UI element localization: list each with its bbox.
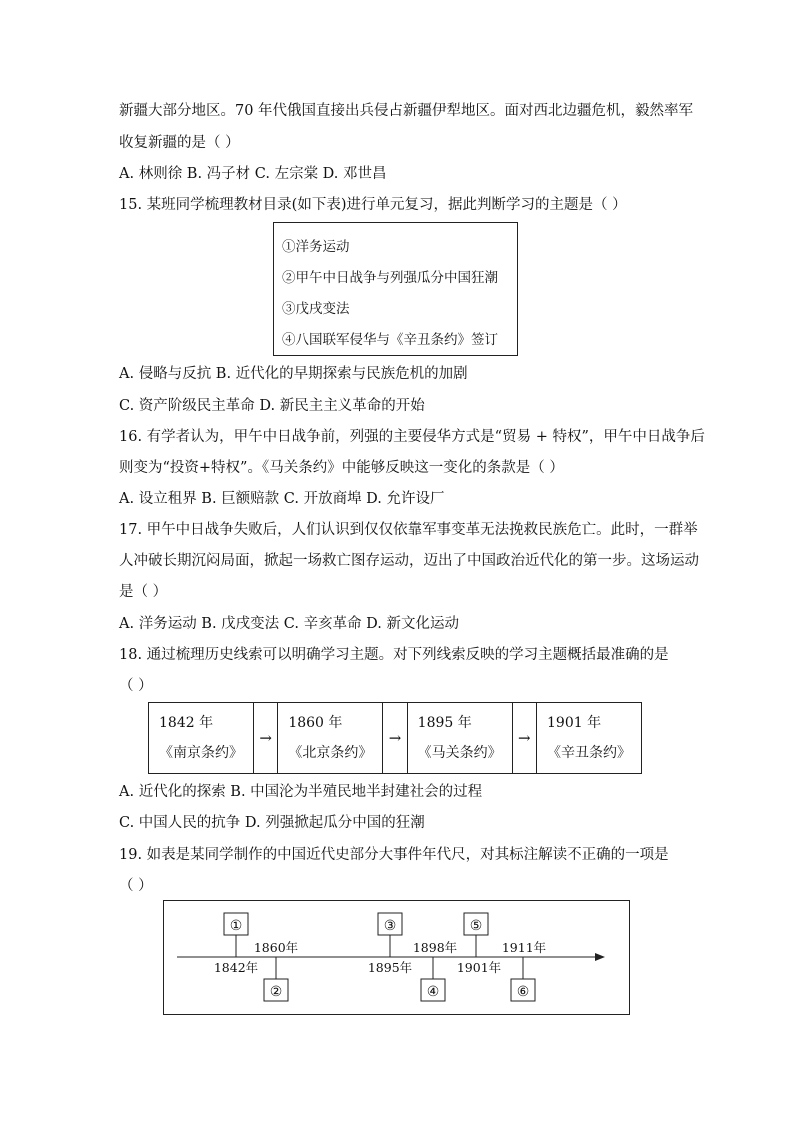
q19-stem-line1: 19. 如表是某同学制作的中国近代史部分大事件年代尺，对其标注解读不正确的一项是 <box>119 847 669 863</box>
year-label: 1842年 <box>213 960 259 975</box>
timeline-cell <box>278 703 383 774</box>
mark-label: ② <box>269 984 283 1000</box>
year-label: 1860年 <box>253 940 299 955</box>
year-label: 1895年 <box>367 960 413 975</box>
timeline-cell <box>407 703 512 774</box>
arrowhead-icon <box>595 953 605 961</box>
q17-stem-line2: 人冲破长期沉闷局面，掀起一场救亡图存运动，迈出了中国政治近代化的第一步。这场运动 <box>119 553 699 569</box>
year-label: 1898年 <box>412 940 458 955</box>
year-label: 1911年 <box>501 940 547 955</box>
ruler-diagram <box>163 900 630 1015</box>
toc-item: ③戊戌变法 <box>282 301 350 317</box>
arrow-right-icon: → <box>512 703 536 774</box>
q18-treaty-timeline <box>148 702 642 774</box>
year-label: 1901年 <box>456 960 502 975</box>
q18-stem-line1: 18. 通过梳理历史线索可以明确学习主题。对下列线索反映的学习主题概括最准确的是 <box>119 647 669 663</box>
q15-options-line2: C. 资产阶级民主革命 D. 新民主主义革命的开始 <box>119 398 425 414</box>
q16-options: A. 设立租界 B. 巨额赔款 C. 开放商埠 D. 允许设厂 <box>119 491 445 507</box>
arrow-right-icon: → <box>383 703 407 774</box>
timeline-year: 1895 年 <box>417 715 472 731</box>
timeline-cell <box>537 703 642 774</box>
q18-options-line2: C. 中国人民的抗争 D. 列强掀起瓜分中国的狂潮 <box>119 815 425 831</box>
q17-options: A. 洋务运动 B. 戊戌变法 C. 辛亥革命 D. 新文化运动 <box>119 616 460 632</box>
q15-table-of-contents <box>273 222 518 356</box>
mark-label: ⑤ <box>469 918 483 934</box>
q16-stem-line2: 则变为“投资+特权”。《马关条约》中能够反映这一变化的条款是（ ） <box>119 460 564 476</box>
mark-label: ④ <box>426 984 440 1000</box>
timeline-year: 1842 年 <box>159 715 214 731</box>
q15-options-line1: A. 侵略与反抗 B. 近代化的早期探索与民族危机的加剧 <box>119 366 468 382</box>
mark-label: ③ <box>383 918 397 934</box>
timeline-treaty: 《北京条约》 <box>288 745 373 761</box>
mark-label: ① <box>229 918 243 934</box>
toc-item: ①洋务运动 <box>282 239 350 255</box>
arrow-right-icon: → <box>254 703 278 774</box>
q14-stem-line2: 收复新疆的是（ ） <box>119 135 240 151</box>
q19-history-ruler <box>163 900 630 1015</box>
q14-options: A. 林则徐 B. 冯子材 C. 左宗棠 D. 邓世昌 <box>119 166 387 182</box>
q18-stem-line2: （ ） <box>119 678 153 694</box>
timeline-treaty: 《马关条约》 <box>417 745 502 761</box>
q16-stem-line1: 16. 有学者认为，甲午中日战争前，列强的主要侵华方式是“贸易 + 特权”，甲午中日战争后 <box>119 429 705 445</box>
timeline-year: 1860 年 <box>288 715 343 731</box>
q17-stem-line3: 是（ ） <box>119 584 168 600</box>
mark-label: ⑥ <box>516 984 530 1000</box>
q19-stem-line2: （ ） <box>119 878 153 894</box>
timeline-cell <box>149 703 254 774</box>
toc-item: ④八国联军侵华与《辛丑条约》签订 <box>282 332 498 348</box>
timeline-treaty: 《辛丑条约》 <box>547 745 631 761</box>
q15-stem: 15. 某班同学梳理教材目录(如下表)进行单元复习，据此判断学习的主题是（ ） <box>119 197 627 213</box>
q14-stem-line1: 新疆大部分地区。70 年代俄国直接出兵侵占新疆伊犁地区。面对西北边疆危机，毅然率军 <box>119 103 694 119</box>
q17-stem-line1: 17. 甲午中日战争失败后，人们认识到仅仅依靠军事变革无法挽救民族危亡。此时，一群举 <box>119 522 698 538</box>
toc-item: ②甲午中日战争与列强瓜分中国狂潮 <box>282 270 498 286</box>
timeline-treaty: 《南京条约》 <box>159 745 243 761</box>
timeline-year: 1901 年 <box>547 715 602 731</box>
q18-options-line1: A. 近代化的探索 B. 中国沦为半殖民地半封建社会的过程 <box>119 784 483 800</box>
